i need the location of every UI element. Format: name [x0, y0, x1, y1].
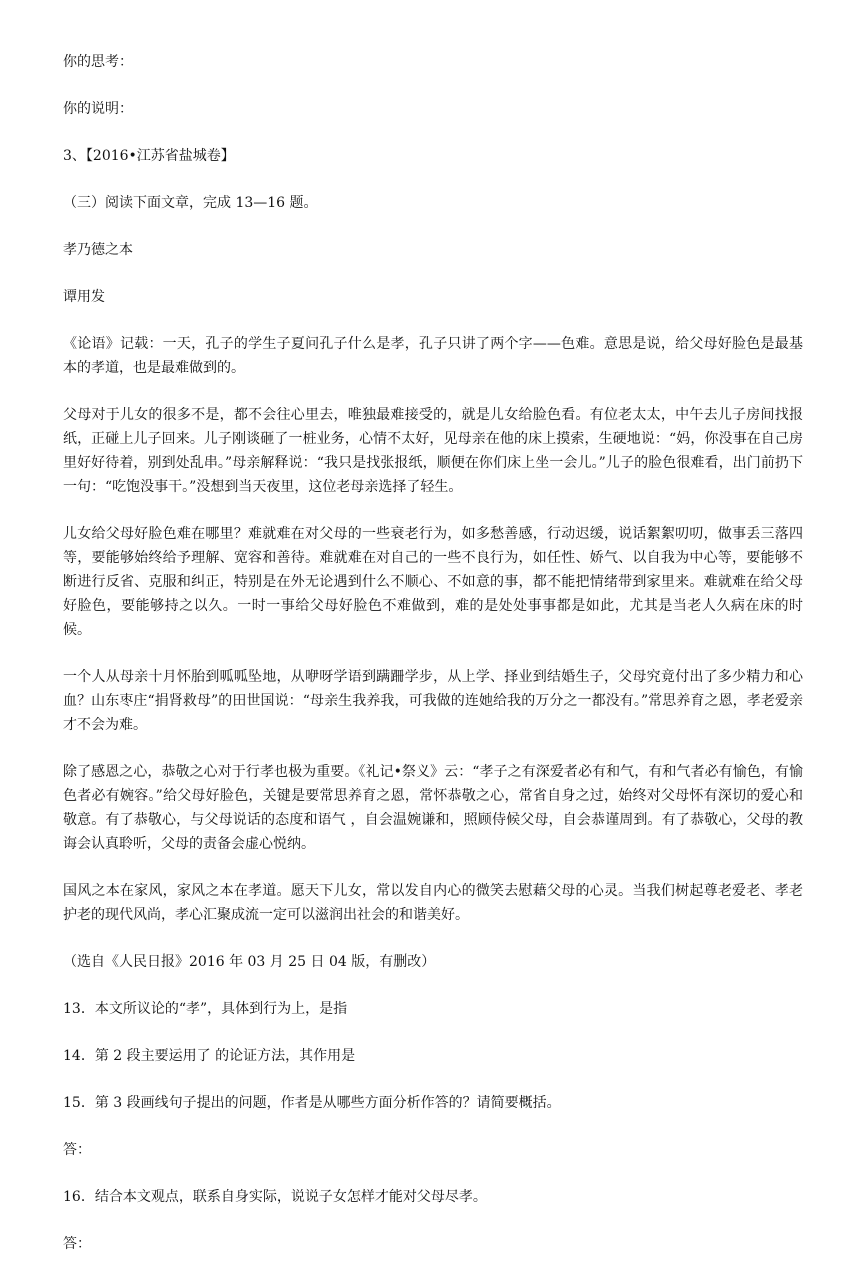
- explain-label: 你的说明：: [63, 101, 133, 117]
- article-paragraph-1: 《论语》记载：一天，孔子的学生子夏问孔子什么是孝，孔子只讲了两个字——色难。意思是说，给父母好脸色是最基本的孝道，也是最难做到的。: [63, 336, 803, 376]
- article-author: 谭用发: [63, 289, 105, 305]
- question-header: 3、【2016•江苏省盐城卷】: [63, 148, 235, 164]
- article-paragraph-3: 儿女给父母好脸色难在哪里？难就难在对父母的一些衰老行为，如多愁善感，行动迟缓，说话絮絮叨叨，做事丢三落四等，要能够始终给予理解、宽容和善待。难就难在对自己的一些不良行为，如任性、娇气、以自我为中心等，要能够不断进行反省、克服和纠正，特别是在外无论遇到什么不顺心、不如意的事，都不能把情绪带到家里来。难就难在给父母好脸色，要能够持之以久。一时一事给父母好脸色不难做到，难的是处处事事都是如此，尤其是当老人久病在床的时候。: [63, 526, 803, 638]
- article-title: 孝乃德之本: [63, 242, 133, 258]
- question-13: 13．本文所议论的“孝”，具体到行为上，是指: [63, 1001, 348, 1017]
- answer-15-label: 答：: [63, 1142, 91, 1158]
- article-paragraph-6: 国风之本在家风，家风之本在孝道。愿天下儿女，常以发自内心的微笑去慰藉父母的心灵。当我们树起尊老爱老、孝老护老的现代风尚，孝心汇聚成流一定可以滋润出社会的和谐美好。: [63, 883, 803, 923]
- question-14: 14．第 2 段主要运用了 的论证方法，其作用是: [63, 1048, 356, 1064]
- section-intro: （三）阅读下面文章，完成 13—16 题。: [63, 195, 318, 211]
- question-15: 15．第 3 段画线句子提出的问题，作者是从哪些方面分析作答的？请简要概括。: [63, 1095, 561, 1111]
- think-label: 你的思考：: [63, 54, 133, 70]
- article-paragraph-5: 除了感恩之心，恭敬之心对于行孝也极为重要。《礼记•祭义》云：“孝子之有深爱者必有和气，有和气者必有愉色，有愉色者必有婉容。”给父母好脸色，关键是要常思养育之恩，常怀恭敬之心，常省自身之过，始终对父母怀有深切的爱心和敬意。有了恭敬心，与父母说话的态度和语气 ，自会温婉谦和，照顾侍候父母，自会恭谨周到。有了恭敬心，父母的教诲会认真聆听，父母的责备会虚心悦纳。: [63, 764, 803, 852]
- article-source: （选自《人民日报》2016 年 03 月 25 日 04 版，有删改）: [63, 954, 436, 970]
- answer-16-label: 答：: [63, 1236, 91, 1252]
- article-paragraph-2: 父母对于儿女的很多不是，都不会往心里去，唯独最难接受的，就是儿女给脸色看。有位老太太，中午去儿子房间找报纸，正碰上儿子回来。儿子刚谈砸了一桩业务，心情不太好，见母亲在他的床上摸索，生硬地说：“妈，你没事在自己房里好好待着，别到处乱串。”母亲解释说：“我只是找张报纸，顺便在你们床上坐一会儿。”儿子的脸色很难看，出门前扔下一句：“吃饱没事干。”没想到当天夜里，这位老母亲选择了轻生。: [63, 407, 803, 495]
- question-16: 16．结合本文观点，联系自身实际，说说子女怎样才能对父母尽孝。: [63, 1189, 487, 1205]
- article-paragraph-4: 一个人从母亲十月怀胎到呱呱坠地，从咿呀学语到蹒跚学步，从上学、择业到结婚生子，父母究竟付出了多少精力和心血？山东枣庄“捐肾救母”的田世国说：“母亲生我养我，可我做的连她给我的万分之一都没有。”常思养育之恩，孝老爱亲才不会为难。: [63, 669, 803, 733]
- document-page: [63, 50, 803, 1279]
